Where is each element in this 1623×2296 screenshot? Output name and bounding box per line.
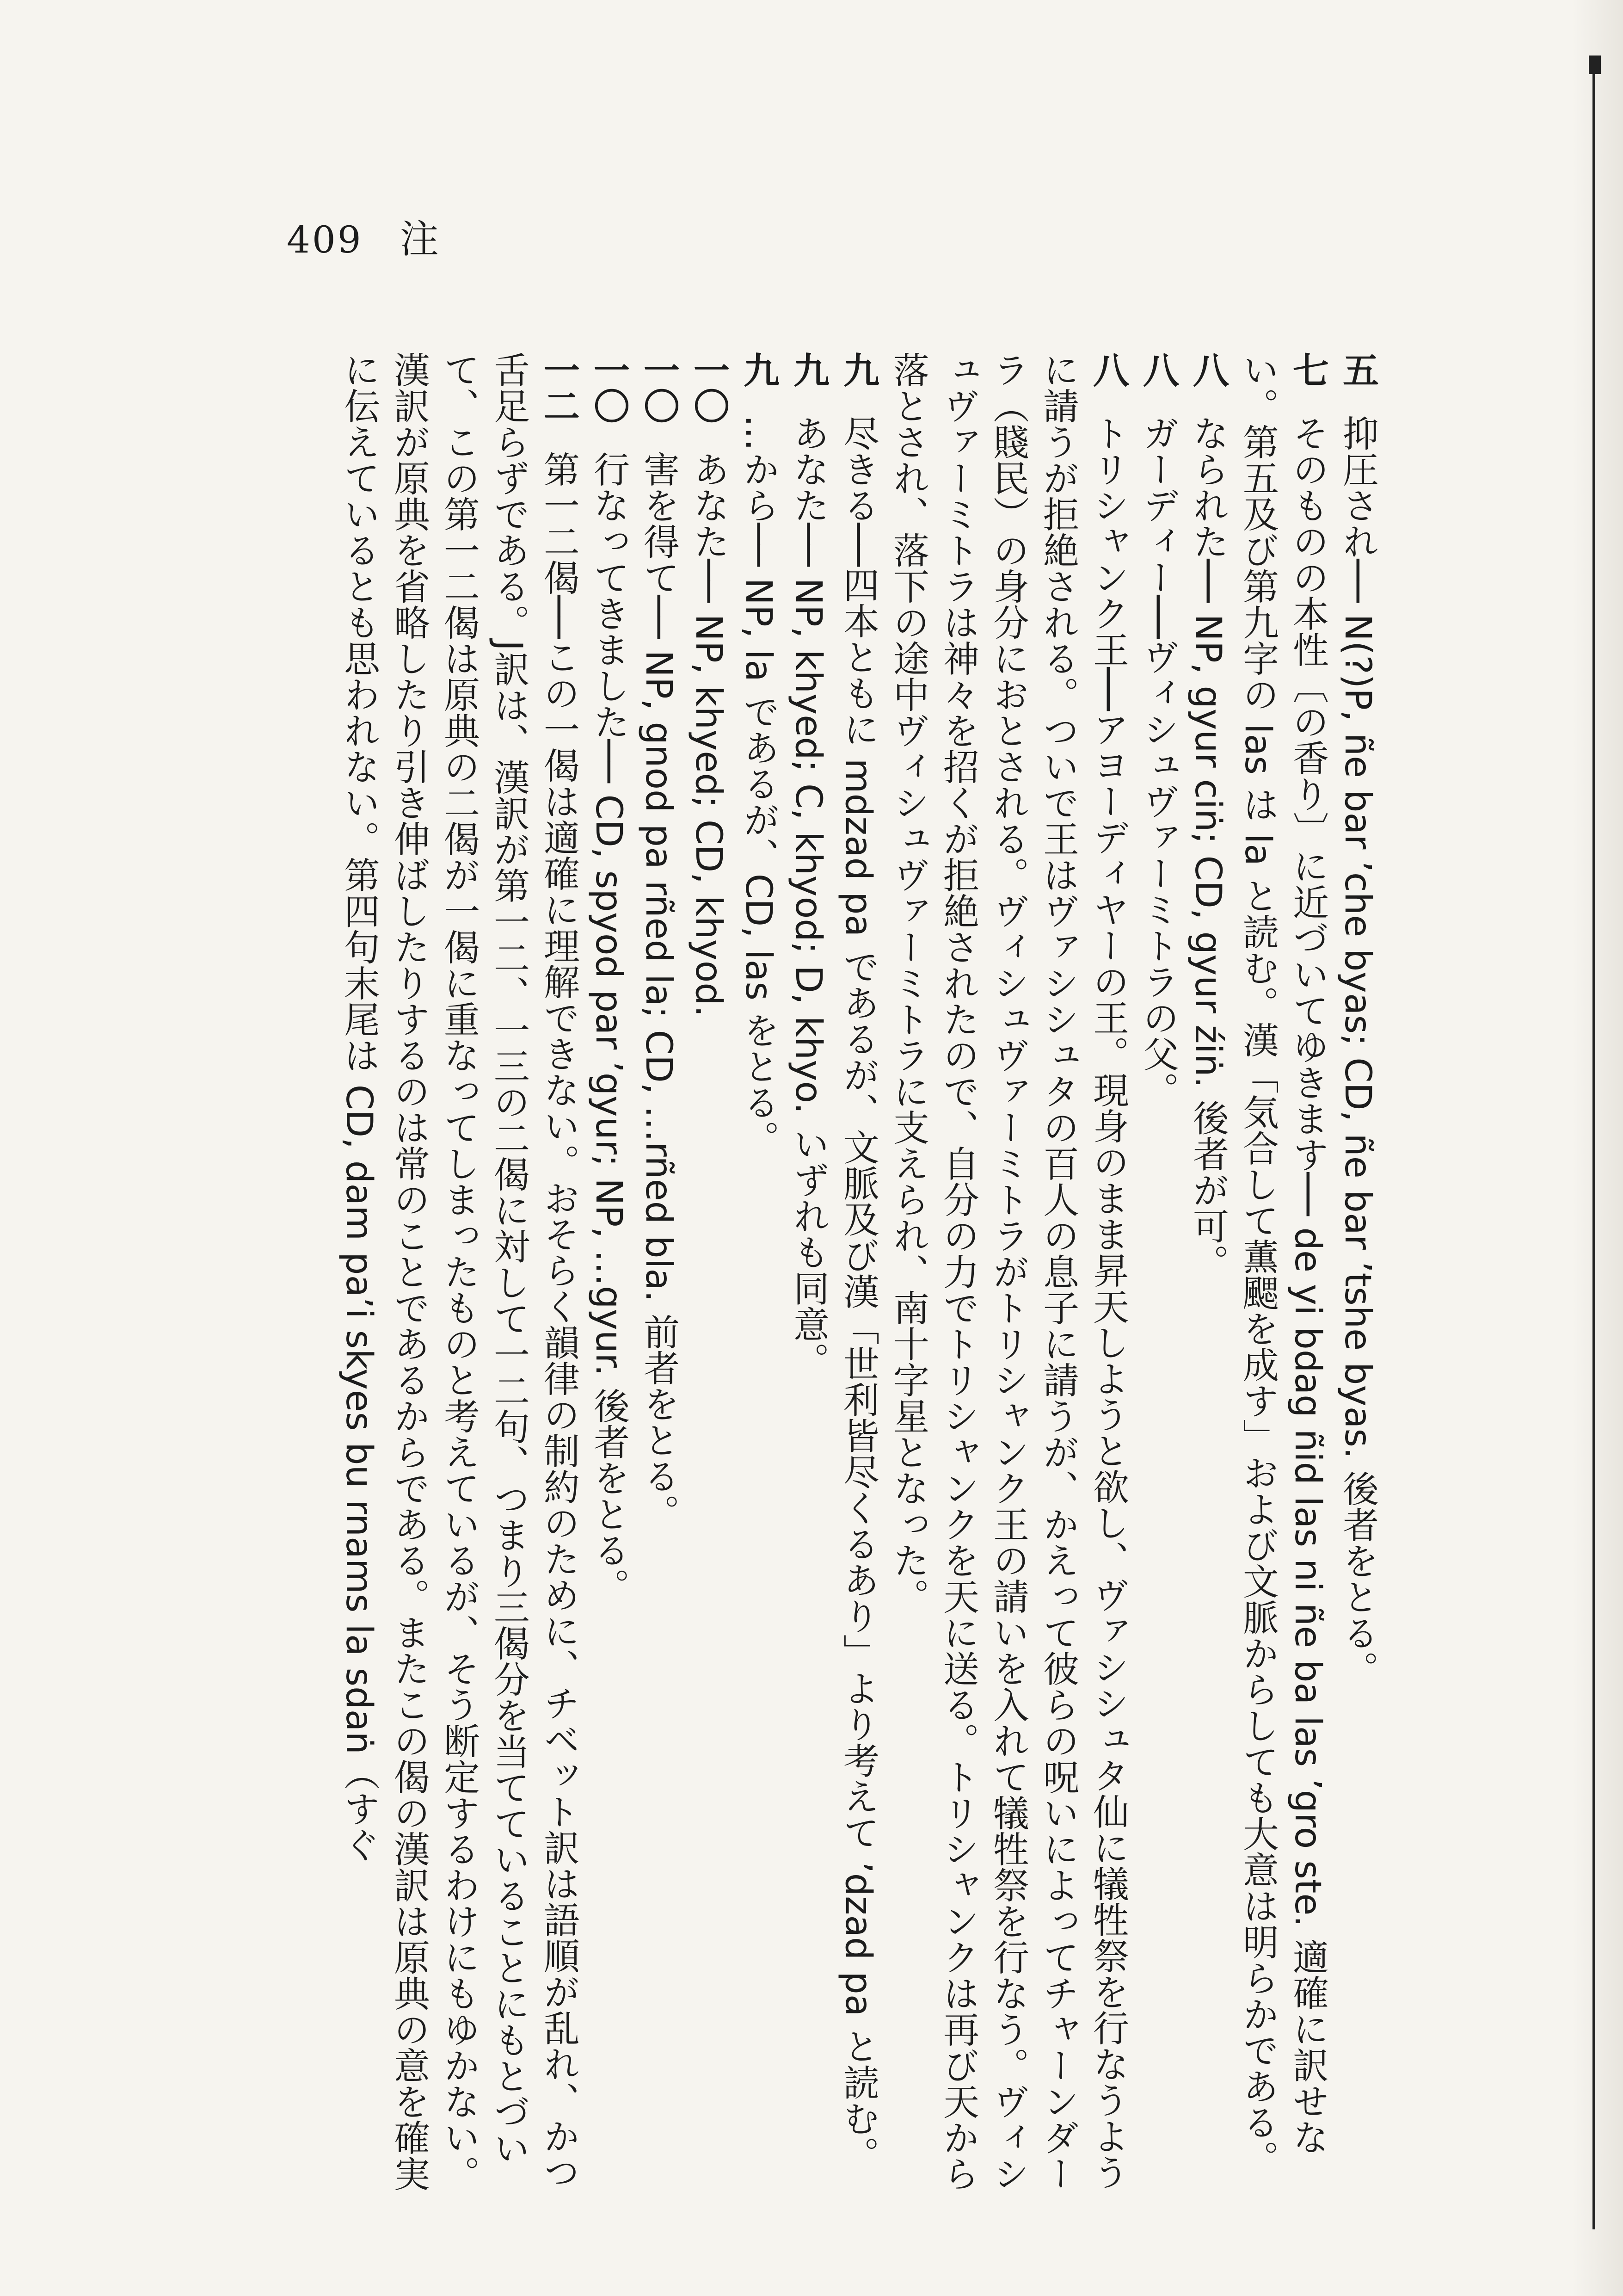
note-text: あなた── NP, khyed; C, khyod; D, khyo. いずれも同意。 [787, 414, 829, 1378]
note-item [1183, 352, 1233, 2202]
note-item [833, 352, 883, 2202]
note-item [633, 352, 683, 2202]
note-text: …から── NP, la であるが、CD, las をとる。 [738, 414, 779, 1156]
running-head [287, 208, 439, 264]
note-text: 抑圧され── N(?)P, ñe bar ’che byas; CD, ñe bar ’tshe byas. 後者をとる。 [1337, 414, 1378, 1687]
note-number: 八 [1137, 352, 1179, 388]
note-item [334, 352, 584, 2202]
note-item [683, 352, 733, 2202]
note-number: 九 [738, 352, 779, 388]
note-text: 行なってきました── CD, spyod par ’gyur; NP, …gyur. 後者をとる。 [588, 451, 629, 1604]
binding-tick [1589, 56, 1601, 74]
note-text: トリシャンク王──アヨーディヤーの王。現身のまま昇天しようと欲し、ヴァシシュタ仙に犠牲祭を行なうように請うが拒絶される。ついで王はヴァシシュタの百人の息子に請うが、かえって彼らの呪いによってチャーンダーラ（賤民）の身分におとされる。ヴィシュヴァーミトラがトリシャンク王の請いを入れて犠牲祭を行なう。ヴィシュヴァーミトラは神々を招くが拒絶されたので、自分の力でトリシャンクを天に送る。トリシャンクは再び天から落とされ、落下の途中ヴィシュヴァーミトラに支えられ、南十字星となった。 [887, 352, 1129, 2191]
note-item [1133, 352, 1183, 2202]
note-item [733, 352, 783, 2202]
note-number: 一〇 [638, 352, 679, 424]
note-text: 害を得て── NP, gnod pa rñed la; CD, …rñed bla. 前者をとる。 [638, 451, 679, 1530]
note-text: 尽きる──四本ともに mdzad pa であるが、文脈及び漢「世利皆尽くるあり」より考えて ’dzad pa と読む。 [837, 414, 879, 2173]
note-number: 八 [1087, 352, 1129, 388]
note-number: 一二 [538, 352, 579, 424]
note-item [584, 352, 633, 2202]
page-number: 409 [287, 218, 363, 261]
note-number: 九 [837, 352, 879, 388]
note-text: ガーディー──ヴィシュヴァーミトラの父。 [1137, 414, 1179, 1108]
note-number: 九 [787, 352, 829, 388]
binding-edge [1572, 0, 1623, 2296]
note-item [883, 352, 1133, 2202]
section-label: 注 [400, 216, 439, 262]
note-number: 七 [1287, 352, 1328, 388]
notes-body [334, 352, 1383, 2202]
note-text: なられた── NP, gyur ciṅ; CD, gyur źiṅ. 後者が可。 [1187, 414, 1229, 1280]
note-item [783, 352, 833, 2202]
note-number: 一〇 [688, 352, 729, 424]
note-number: 八 [1187, 352, 1229, 388]
note-text: そのものの本性〔の香り〕に近づいてゆきます── de yi bdag ñid las ni ñe ba las ’gro ste. 適確に訳せない。第五及び第九字の las は la と読む。漢「気合して薫颸を成す」および文脈からしても大意は明らかである。 [1237, 352, 1328, 2176]
note-item [1333, 352, 1383, 2202]
note-number: 一〇 [588, 352, 629, 424]
note-number: 五 [1337, 352, 1378, 388]
note-item [1233, 352, 1333, 2202]
note-text: 第一二偈──この一偈は適確に理解できない。おそらく韻律の制約のために、チベット訳は語順が乱れ、かつ舌足らずである。J訳は、漢訳が第一二、一三の二偈に対して一二句、つまり三偈分を当てていることにもとづいて、この第一二偈は原典の二偈が一偈に重なってしまったものと考えているが、そう断定するわけにもゆかない。漢訳が原典を省略したり引き伸ばしたりするのは常のことであるからである。またこの偈の漢訳は原典の意を確実に伝えているとも思われない。第四句末尾は CD, dam pa’i skyes bu rnams la sdaṅ（すぐ [338, 352, 579, 2191]
binding-line [1592, 56, 1595, 2229]
note-text: あなた── NP, khyed; CD, khyod. [688, 451, 729, 1017]
